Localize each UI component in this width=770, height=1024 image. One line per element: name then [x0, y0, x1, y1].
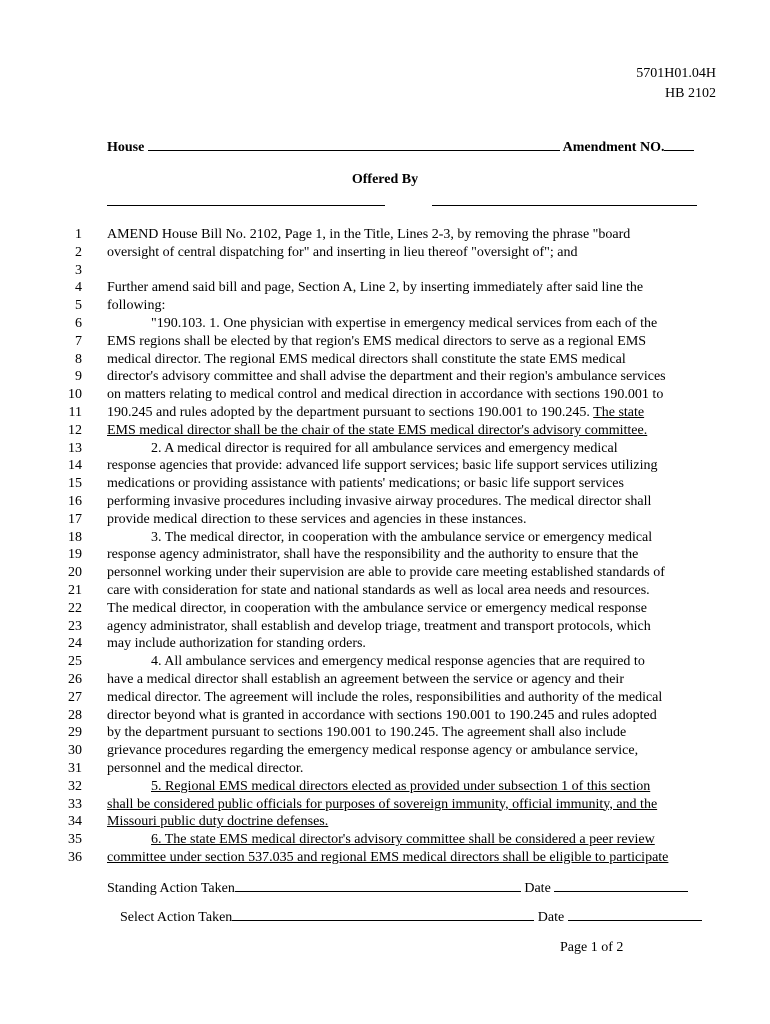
amendment-line [0, 760, 770, 778]
line-text [107, 849, 717, 867]
standing-date-blank [554, 877, 688, 892]
line-text [107, 796, 717, 814]
standing-action-label: Standing Action Taken [107, 881, 235, 896]
line-number: 24 [68, 636, 82, 652]
line-text-underlined: committee under section 537.035 and regional EMS medical directors shall be eligible to participate [107, 850, 669, 865]
amendment-line [0, 386, 770, 404]
line-text [107, 707, 717, 725]
amendment-line [0, 813, 770, 831]
line-number: 1 [75, 227, 82, 242]
line-text-plain: response agency administrator, shall have the responsibility and the authority to ensure that the [107, 547, 639, 563]
line-text-underlined: 5. Regional EMS medical directors elected as provided under subsection 1 of this section [151, 778, 651, 794]
line-text [107, 404, 717, 422]
line-text [107, 546, 717, 564]
line-text [107, 351, 717, 369]
amendment-line [0, 440, 770, 458]
line-text [107, 511, 717, 529]
line-number: 10 [68, 387, 82, 403]
line-text-plain: agency administrator, shall establish and develop triage, treatment and transport protocols, which [107, 618, 651, 634]
line-text [107, 333, 717, 351]
line-number: 23 [68, 618, 82, 634]
line-number: 6 [75, 316, 82, 331]
amendment-line [0, 671, 770, 689]
line-text-plain: have a medical director shall establish an agreement between the service or agency and their [107, 672, 624, 687]
line-number: 19 [68, 547, 82, 563]
line-number: 27 [68, 689, 82, 705]
amendment-line [0, 546, 770, 564]
amendment-line [0, 707, 770, 725]
bill-number: HB 2102 [665, 86, 716, 101]
line-text-underlined: The state [593, 405, 645, 420]
amendment-line [0, 457, 770, 475]
amendment-line [0, 422, 770, 440]
amendment-line [0, 831, 770, 849]
line-number: 29 [68, 725, 82, 741]
line-text [107, 457, 717, 475]
line-number: 13 [68, 440, 82, 456]
line-text-plain: The medical director, in cooperation with the ambulance service or emergency medical response [107, 600, 647, 616]
line-text [107, 600, 717, 618]
line-text-plain: director beyond what is granted in accordance with sections 190.001 to 190.245 and rules adopted [107, 707, 657, 723]
amendment-line [0, 724, 770, 742]
line-text [107, 440, 717, 458]
line-number: 18 [68, 529, 82, 545]
line-text [107, 618, 717, 636]
amendment-line [0, 226, 770, 244]
line-text-underlined: 6. The state EMS medical director's advisory committee shall be considered a peer review [151, 832, 655, 848]
amendment-line [0, 582, 770, 600]
select-action-row [120, 906, 702, 926]
line-text-underlined: Missouri public duty doctrine defenses. [107, 814, 329, 830]
line-number: 9 [75, 369, 82, 385]
line-number: 17 [68, 511, 82, 527]
line-number: 4 [75, 280, 82, 296]
line-text-plain: 2. A medical director is required for all ambulance services and emergency medical [151, 440, 618, 456]
amendment-line [0, 297, 770, 315]
line-text [107, 778, 717, 796]
line-number: 7 [75, 333, 82, 349]
line-number: 16 [68, 494, 82, 509]
line-text [107, 760, 717, 778]
line-text-plain: medications or providing assistance with patients' medications; or basic life support services [107, 476, 624, 492]
select-action-blank [232, 906, 534, 921]
line-text [107, 297, 717, 315]
line-text [107, 529, 717, 547]
line-number: 5 [75, 298, 82, 314]
page-number: Page 1 of 2 [560, 940, 624, 955]
line-number: 26 [68, 672, 82, 687]
line-text [107, 813, 717, 831]
line-text-plain: provide medical direction to these services and agencies in these instances. [107, 511, 527, 527]
amendment-line [0, 618, 770, 636]
line-text-plain: oversight of central dispatching for" and inserting in lieu thereof "oversight of"; and [107, 244, 578, 260]
house-blank [148, 136, 560, 151]
amendment-line [0, 475, 770, 493]
line-number: 2 [75, 244, 82, 260]
line-number: 11 [68, 405, 82, 420]
line-text-plain: personnel working under their supervision are able to provide care meeting established standards of [107, 565, 665, 581]
line-text-plain: Further amend said bill and page, Section A, Line 2, by inserting immediately after said line the [107, 280, 644, 296]
line-text-plain: response agencies that provide: advanced life support services; basic life support services utilizing [107, 458, 658, 474]
line-text-plain: "190.103. 1. One physician with expertise in emergency medical services from each of the [151, 316, 658, 331]
line-text-plain: care with consideration for state and national standards as well as local area needs and resources. [107, 583, 650, 598]
line-number: 34 [68, 814, 82, 830]
line-text-plain: EMS regions shall be elected by that region's EMS medical directors to serve as a regional EMS [107, 333, 647, 349]
line-text [107, 635, 717, 653]
line-text [107, 244, 717, 262]
line-text-plain: grievance procedures regarding the emergency medical response agency or ambulance service, [107, 743, 639, 759]
standing-date-label: Date [524, 881, 551, 896]
amendment-line [0, 849, 770, 867]
house-label: House [107, 140, 145, 155]
amendment-line [0, 653, 770, 671]
amendment-line [0, 333, 770, 351]
line-number: 28 [68, 707, 82, 723]
line-text [107, 742, 717, 760]
line-text [107, 475, 717, 493]
standing-action-blank [235, 877, 521, 892]
amendment-line [0, 778, 770, 796]
amendment-line [0, 600, 770, 618]
select-date-label: Date [537, 910, 565, 925]
line-text [107, 564, 717, 582]
signature-line-left [107, 204, 385, 206]
line-text-plain: 190.245 and rules adopted by the department pursuant to sections 190.001 to 190.245. [107, 405, 590, 420]
line-number: 33 [68, 796, 82, 812]
amendment-line [0, 315, 770, 333]
amendment-line [0, 689, 770, 707]
line-text-plain: performing invasive procedures including invasive airway procedures. The medical director shall [107, 494, 652, 509]
amendment-line [0, 404, 770, 422]
line-text-underlined: shall be considered public officials for purposes of sovereign immunity, official immunity, and the [107, 796, 658, 812]
line-text-plain: 3. The medical director, in cooperation with the ambulance service or emergency medical [151, 529, 653, 545]
line-text-underlined: EMS medical director shall be the chair of the state EMS medical director's advisory committee. [107, 422, 648, 438]
line-number: 8 [75, 351, 82, 367]
select-action-label: Select Action Taken [120, 910, 233, 925]
amendment-line [0, 279, 770, 297]
signature-line-right [432, 204, 697, 206]
line-text-plain: director's advisory committee and shall advise the department and their region's ambulance services [107, 369, 666, 385]
line-text [107, 582, 717, 600]
offered-by-label: Offered By [351, 172, 419, 187]
amendment-line [0, 511, 770, 529]
line-text-plain: medical director. The agreement will include the roles, responsibilities and authority of the medical [107, 689, 663, 705]
line-number: 31 [68, 761, 82, 776]
line-number: 30 [68, 743, 82, 759]
amendment-line [0, 635, 770, 653]
line-number: 25 [68, 654, 82, 670]
amendment-line [0, 742, 770, 760]
line-text [107, 315, 717, 333]
line-text [107, 226, 717, 244]
line-number: 22 [68, 600, 82, 616]
line-text [107, 653, 717, 671]
line-text-plain: following: [107, 298, 166, 314]
line-text-plain: 4. All ambulance services and emergency medical response agencies that are required to [151, 654, 645, 670]
line-number: 14 [68, 458, 82, 474]
line-text [107, 831, 717, 849]
line-text [107, 422, 717, 440]
line-text-plain: personnel and the medical director. [107, 761, 304, 776]
line-number: 15 [68, 476, 82, 492]
line-text [107, 368, 717, 386]
amendment-number-blank [664, 136, 694, 151]
line-text-plain: may include authorization for standing orders. [107, 636, 366, 652]
line-text-plain: by the department pursuant to sections 190.001 to 190.245. The agreement shall also include [107, 725, 627, 741]
amendment-line [0, 351, 770, 369]
line-text-plain: medical director. The regional EMS medical directors shall constitute the state EMS medical [107, 351, 626, 367]
standing-action-row [107, 877, 688, 897]
amendment-label: Amendment NO. [562, 140, 665, 155]
line-number: 21 [68, 583, 82, 598]
line-text-plain: AMEND House Bill No. 2102, Page 1, in the Title, Lines 2-3, by removing the phrase "board [107, 227, 631, 242]
line-text-plain: on matters relating to medical control and medical direction in accordance with sections 190.001 to [107, 387, 664, 403]
line-number: 20 [68, 565, 82, 581]
amendment-line [0, 262, 770, 280]
amendment-line [0, 368, 770, 386]
line-number: 36 [68, 850, 82, 865]
amendment-line [0, 796, 770, 814]
line-number: 3 [75, 262, 82, 278]
amendment-line [0, 529, 770, 547]
line-number: 32 [68, 778, 82, 794]
select-date-blank [568, 906, 702, 921]
line-number: 35 [68, 832, 82, 848]
amendment-line [0, 493, 770, 511]
line-text [107, 689, 717, 707]
line-text [107, 724, 717, 742]
line-text [107, 279, 717, 297]
line-text [107, 493, 717, 511]
amendment-line [0, 564, 770, 582]
amendment-line [0, 244, 770, 262]
house-amendment-line [107, 136, 713, 156]
line-number: 12 [68, 422, 82, 438]
document-id: 5701H01.04H [636, 66, 716, 81]
line-text [107, 671, 717, 689]
line-text [107, 386, 717, 404]
